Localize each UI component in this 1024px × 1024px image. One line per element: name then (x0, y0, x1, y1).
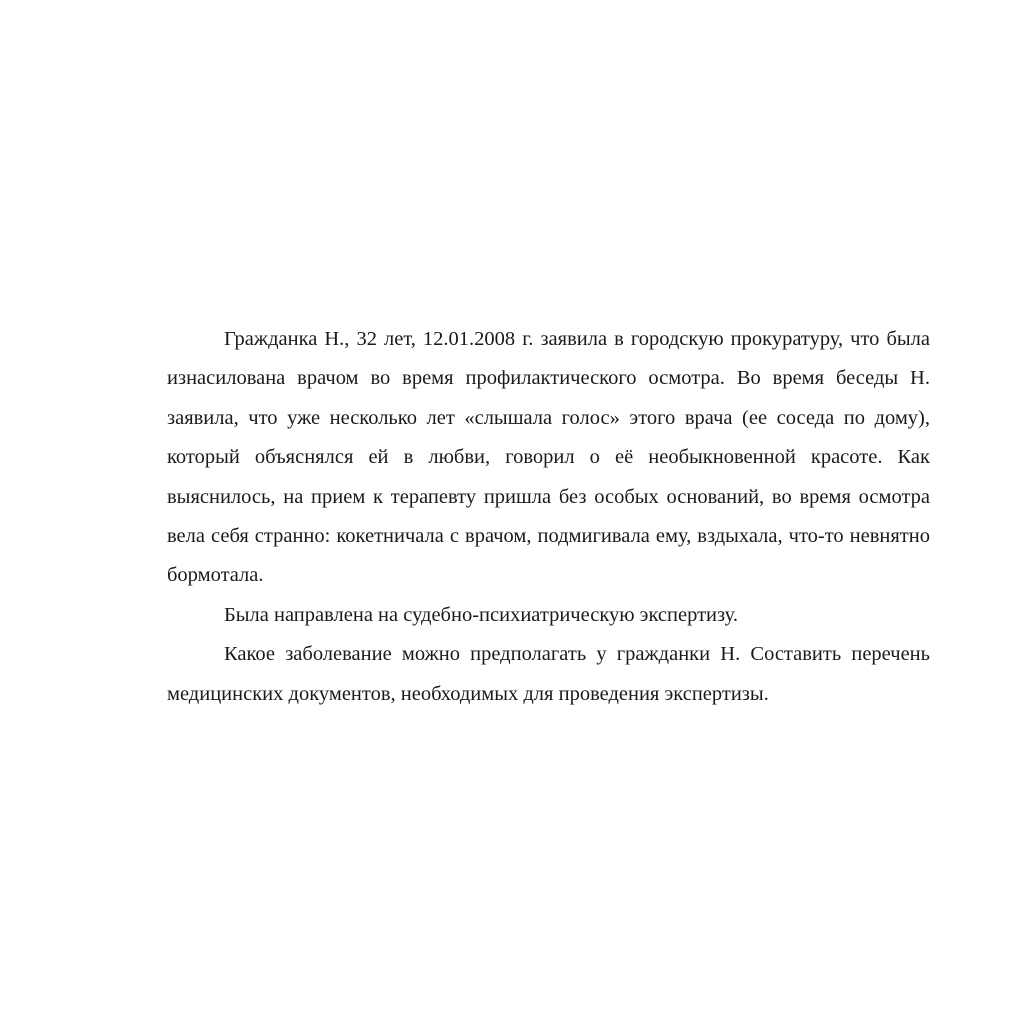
case-description-paragraph: Гражданка Н., 32 лет, 12.01.2008 г. заявила в городскую прокуратуру, что была изнасилована врачом во время профилактического осмотра. Во время беседы Н. заявила, что уже несколько лет «слышала голос» этого врача (ее соседа по дому), который объяснялся ей в любви, говорил о её необыкновенной красоте. Как выяснилось, на прием к терапевту пришла без особых оснований, во время осмотра вела себя странно: кокетничала с врачом, подмигивала ему, вздыхала, что-то невнятно бормотала. (167, 328, 930, 587)
document-body (167, 320, 930, 714)
referral-paragraph: Была направлена на судебно-психиатрическую экспертизу. (224, 603, 738, 626)
task-question-paragraph: Какое заболевание можно предполагать у гражданки Н. Составить перечень медицинских документов, необходимых для проведения экспертизы. (167, 643, 930, 705)
